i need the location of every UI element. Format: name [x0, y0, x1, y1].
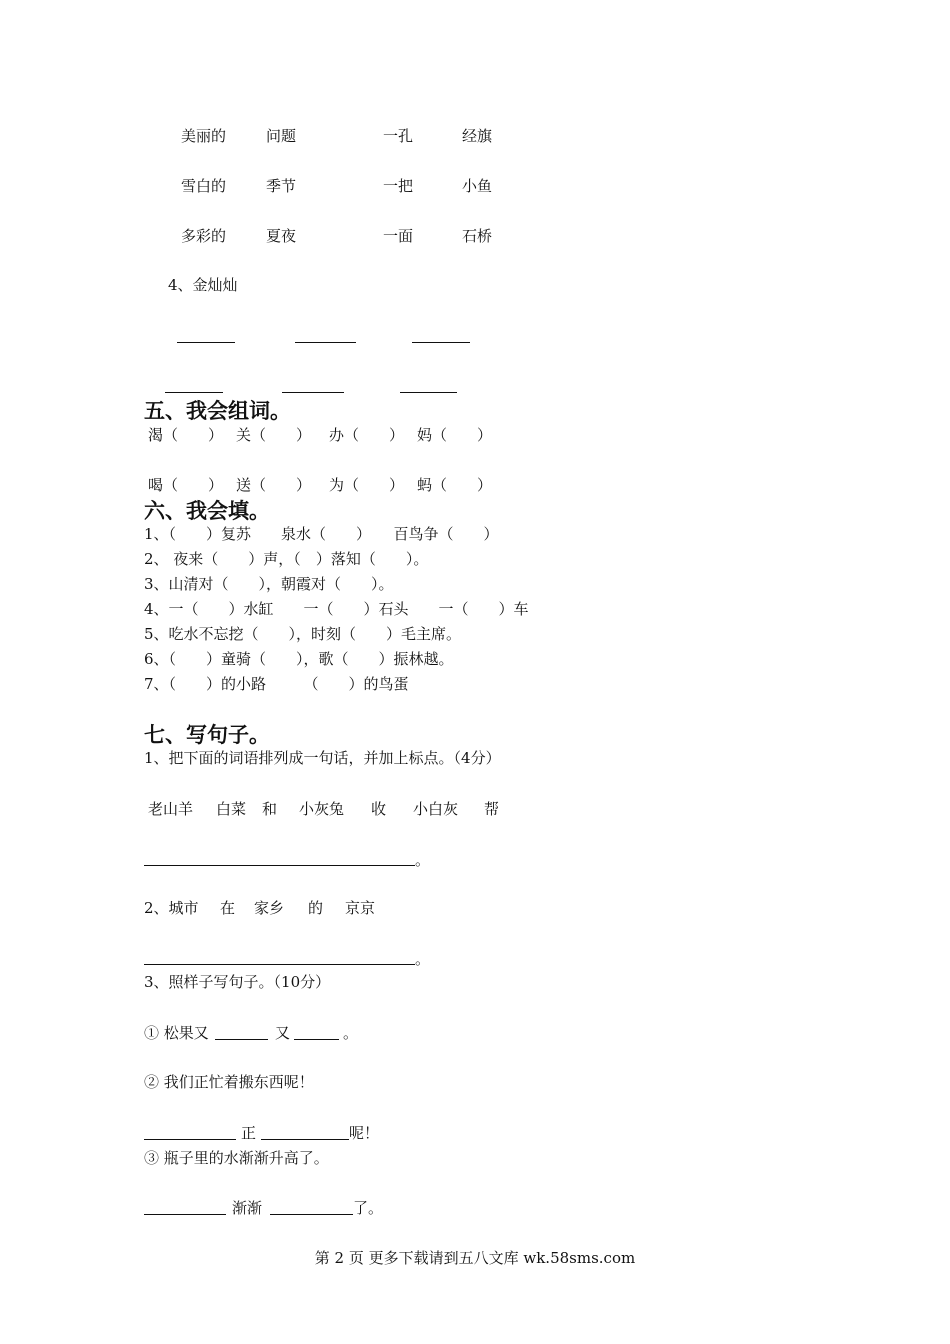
section-title: 六、我会填。	[144, 499, 270, 523]
example-text: 。	[343, 1024, 359, 1042]
answer-line[interactable]	[144, 964, 415, 965]
match-word: 小鱼	[462, 177, 493, 195]
fill-item: 2、 夜来（ ）声，（ ）落知（ ）。	[144, 550, 429, 568]
answer-blank[interactable]	[400, 392, 457, 393]
example-text: ③ 瓶子里的水渐渐升高了。	[144, 1149, 329, 1167]
word-item: 家乡	[254, 899, 285, 917]
example-text: ② 我们正忙着搬东西呢！	[144, 1073, 314, 1091]
match-word: 问题	[266, 127, 297, 145]
word-item: 蚂（ ）	[417, 476, 493, 494]
example-text: 又	[275, 1024, 291, 1042]
word-item: 在	[220, 899, 236, 917]
match-word: 一孔	[383, 127, 414, 145]
word-item: 和	[262, 800, 278, 818]
word-item: 的	[308, 899, 324, 917]
word-item: 喝（ ）	[148, 476, 224, 494]
word-item: 白菜	[216, 800, 247, 818]
answer-blank[interactable]	[295, 342, 356, 343]
match-word: 夏夜	[266, 227, 297, 245]
example-text: ① 松果又	[144, 1024, 209, 1042]
word-item: 小白灰	[413, 800, 459, 818]
word-item: 妈（ ）	[417, 426, 493, 444]
answer-blank[interactable]	[412, 342, 470, 343]
example-text: 呢！	[349, 1124, 380, 1142]
section-title: 五、我会组词。	[144, 399, 291, 423]
period: 。	[415, 851, 431, 869]
word-item: 老山羊	[148, 800, 194, 818]
word-item: 帮	[484, 800, 500, 818]
answer-blank[interactable]	[282, 392, 344, 393]
answer-blank[interactable]	[270, 1214, 353, 1215]
word-item: 收	[371, 800, 387, 818]
fill-item: 1、（ ）复苏 泉水（ ） 百鸟争（ ）	[144, 525, 499, 543]
answer-line[interactable]	[144, 865, 415, 866]
fill-item: 4、一（ ）水缸 一（ ）石头 一（ ）车	[144, 600, 529, 618]
answer-blank[interactable]	[294, 1039, 339, 1040]
answer-blank[interactable]	[177, 342, 235, 343]
word-item: 为（ ）	[329, 476, 405, 494]
match-word: 季节	[266, 177, 297, 195]
match-word: 多彩的	[181, 227, 227, 245]
match-word: 经旗	[462, 127, 493, 145]
match-word: 美丽的	[181, 127, 227, 145]
question-text: 3、照样子写句子。（10分）	[144, 973, 331, 991]
word-item: 京京	[345, 899, 376, 917]
answer-blank[interactable]	[261, 1139, 349, 1140]
word-item: 办（ ）	[329, 426, 405, 444]
fill-item: 6、（ ）童骑（ ），歌（ ）振林越。	[144, 650, 454, 668]
answer-blank[interactable]	[165, 392, 223, 393]
word-item: 关（ ）	[236, 426, 312, 444]
example-text: 了。	[353, 1199, 384, 1217]
section-title: 七、写句子。	[144, 723, 270, 747]
fill-item: 3、山清对（ ），朝霞对（ ）。	[144, 575, 394, 593]
word-item: 送（ ）	[236, 476, 312, 494]
answer-blank[interactable]	[215, 1039, 268, 1040]
fill-item: 7、（ ）的小路 （ ）的鸟蛋	[144, 675, 409, 693]
word-item: 2、城市	[144, 899, 199, 917]
example-text: 正	[241, 1124, 257, 1142]
answer-blank[interactable]	[144, 1214, 226, 1215]
match-word: 石桥	[462, 227, 493, 245]
match-word: 雪白的	[181, 177, 227, 195]
page-footer: 第 2 页 更多下载请到五八文库 wk.58sms.com	[314, 1249, 636, 1267]
word-item: 渴（ ）	[148, 426, 224, 444]
fill-item: 5、吃水不忘挖（ ），时刻（ ）毛主席。	[144, 625, 462, 643]
answer-blank[interactable]	[144, 1139, 236, 1140]
word-item: 小灰兔	[299, 800, 345, 818]
match-word: 一把	[383, 177, 414, 195]
example-text: 渐渐	[232, 1199, 263, 1217]
period: 。	[415, 950, 431, 968]
match-word: 一面	[383, 227, 414, 245]
question-text: 1、把下面的词语排列成一句话，并加上标点。（4分）	[144, 749, 501, 767]
question-label: 4、金灿灿	[168, 276, 238, 294]
